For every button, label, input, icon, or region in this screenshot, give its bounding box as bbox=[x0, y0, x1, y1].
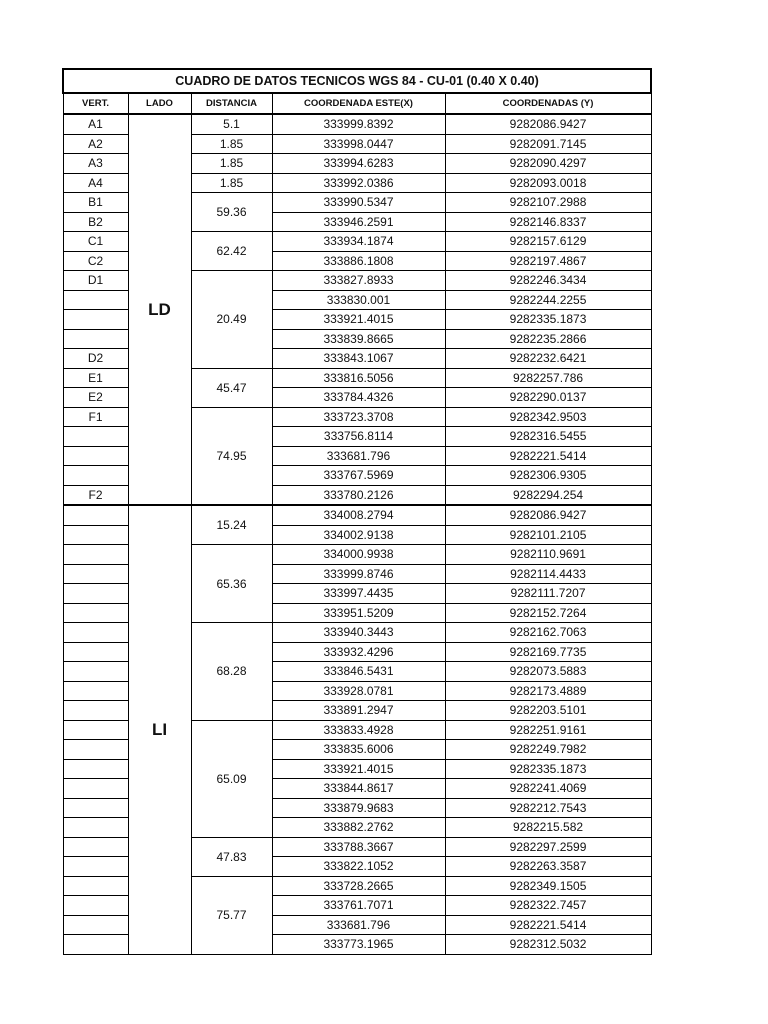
coord-y-cell: 9282257.786 bbox=[445, 368, 651, 388]
vert-cell bbox=[63, 818, 128, 838]
vert-cell bbox=[63, 584, 128, 604]
coord-x-cell: 333990.5347 bbox=[272, 193, 445, 213]
coord-y-cell: 9282111.7207 bbox=[445, 584, 651, 604]
vert-cell bbox=[63, 798, 128, 818]
vert-cell: C1 bbox=[63, 232, 128, 252]
coord-x-cell: 333999.8392 bbox=[272, 114, 445, 134]
vert-cell bbox=[63, 329, 128, 349]
coord-y-cell: 9282297.2599 bbox=[445, 837, 651, 857]
coord-x-cell: 334000.9938 bbox=[272, 545, 445, 565]
vert-cell: D1 bbox=[63, 271, 128, 291]
coord-x-cell: 333833.4928 bbox=[272, 720, 445, 740]
vert-cell: C2 bbox=[63, 251, 128, 271]
coordinates-table bbox=[62, 68, 652, 955]
coord-x-cell: 333723.3708 bbox=[272, 407, 445, 427]
header-vert: VERT. bbox=[63, 93, 128, 114]
coord-x-cell: 333846.5431 bbox=[272, 662, 445, 682]
distancia-cell: 65.09 bbox=[191, 720, 272, 837]
coord-x-cell: 333788.3667 bbox=[272, 837, 445, 857]
vert-cell: A4 bbox=[63, 173, 128, 193]
coord-y-cell: 9282306.9305 bbox=[445, 466, 651, 486]
vert-cell bbox=[63, 662, 128, 682]
coord-x-cell: 333780.2126 bbox=[272, 485, 445, 505]
distancia-cell: 1.85 bbox=[191, 154, 272, 174]
coord-x-cell: 333761.7071 bbox=[272, 896, 445, 916]
coord-y-cell: 9282349.1505 bbox=[445, 876, 651, 896]
vert-cell bbox=[63, 310, 128, 330]
coord-y-cell: 9282241.4069 bbox=[445, 779, 651, 799]
lado-cell: LI bbox=[128, 505, 191, 954]
coord-x-cell: 333681.796 bbox=[272, 446, 445, 466]
coord-x-cell: 333998.0447 bbox=[272, 134, 445, 154]
coord-y-cell: 9282073.5883 bbox=[445, 662, 651, 682]
vert-cell bbox=[63, 759, 128, 779]
header-coordenadas-y: COORDENADAS (Y) bbox=[445, 93, 651, 114]
coord-y-cell: 9282312.5032 bbox=[445, 935, 651, 955]
coord-y-cell: 9282221.5414 bbox=[445, 915, 651, 935]
vert-cell bbox=[63, 915, 128, 935]
vert-cell bbox=[63, 935, 128, 955]
coord-x-cell: 333928.0781 bbox=[272, 681, 445, 701]
coord-y-cell: 9282093.0018 bbox=[445, 173, 651, 193]
vert-cell bbox=[63, 446, 128, 466]
coord-y-cell: 9282086.9427 bbox=[445, 505, 651, 525]
vert-cell bbox=[63, 740, 128, 760]
coord-y-cell: 9282232.6421 bbox=[445, 349, 651, 369]
vert-cell: E1 bbox=[63, 368, 128, 388]
vert-cell bbox=[63, 545, 128, 565]
vert-cell bbox=[63, 642, 128, 662]
coord-y-cell: 9282294.254 bbox=[445, 485, 651, 505]
lado-cell: LD bbox=[128, 114, 191, 505]
coord-y-cell: 9282173.4889 bbox=[445, 681, 651, 701]
distancia-cell: 5.1 bbox=[191, 114, 272, 134]
coord-x-cell: 333940.3443 bbox=[272, 623, 445, 643]
vert-cell bbox=[63, 720, 128, 740]
coord-x-cell: 333932.4296 bbox=[272, 642, 445, 662]
distancia-cell: 1.85 bbox=[191, 134, 272, 154]
vert-cell: F1 bbox=[63, 407, 128, 427]
coord-x-cell: 333830.001 bbox=[272, 290, 445, 310]
vert-cell bbox=[63, 701, 128, 721]
vert-cell bbox=[63, 564, 128, 584]
coord-y-cell: 9282110.9691 bbox=[445, 545, 651, 565]
coord-x-cell: 333886.1808 bbox=[272, 251, 445, 271]
vert-cell: E2 bbox=[63, 388, 128, 408]
coord-y-cell: 9282197.4867 bbox=[445, 251, 651, 271]
coord-x-cell: 333921.4015 bbox=[272, 310, 445, 330]
coord-y-cell: 9282203.5101 bbox=[445, 701, 651, 721]
coord-x-cell: 333951.5209 bbox=[272, 603, 445, 623]
data-sheet bbox=[62, 68, 650, 955]
vert-cell bbox=[63, 525, 128, 545]
distancia-cell: 47.83 bbox=[191, 837, 272, 876]
coord-y-cell: 9282235.2866 bbox=[445, 329, 651, 349]
coord-x-cell: 333835.6006 bbox=[272, 740, 445, 760]
distancia-cell: 74.95 bbox=[191, 407, 272, 505]
coord-y-cell: 9282101.2105 bbox=[445, 525, 651, 545]
vert-cell bbox=[63, 623, 128, 643]
coord-y-cell: 9282146.8337 bbox=[445, 212, 651, 232]
coord-y-cell: 9282335.1873 bbox=[445, 759, 651, 779]
coord-y-cell: 9282157.6129 bbox=[445, 232, 651, 252]
vert-cell bbox=[63, 896, 128, 916]
coord-x-cell: 333827.8933 bbox=[272, 271, 445, 291]
vert-cell: A1 bbox=[63, 114, 128, 134]
vert-cell bbox=[63, 505, 128, 525]
coord-x-cell: 333934.1874 bbox=[272, 232, 445, 252]
vert-cell bbox=[63, 857, 128, 877]
coord-y-cell: 9282263.3587 bbox=[445, 857, 651, 877]
coord-x-cell: 333728.2665 bbox=[272, 876, 445, 896]
coord-x-cell: 333879.9683 bbox=[272, 798, 445, 818]
coord-y-cell: 9282335.1873 bbox=[445, 310, 651, 330]
coord-x-cell: 333773.1965 bbox=[272, 935, 445, 955]
vert-cell: F2 bbox=[63, 485, 128, 505]
coord-x-cell: 333921.4015 bbox=[272, 759, 445, 779]
vert-cell bbox=[63, 837, 128, 857]
header-distancia: DISTANCIA bbox=[191, 93, 272, 114]
header-coordenada-este: COORDENADA ESTE(X) bbox=[272, 93, 445, 114]
distancia-cell: 15.24 bbox=[191, 505, 272, 545]
coord-y-cell: 9282215.582 bbox=[445, 818, 651, 838]
coord-y-cell: 9282086.9427 bbox=[445, 114, 651, 134]
distancia-cell: 65.36 bbox=[191, 545, 272, 623]
coord-y-cell: 9282091.7145 bbox=[445, 134, 651, 154]
coord-y-cell: 9282169.7735 bbox=[445, 642, 651, 662]
coord-x-cell: 334008.2794 bbox=[272, 505, 445, 525]
coord-y-cell: 9282316.5455 bbox=[445, 427, 651, 447]
header-lado: LADO bbox=[128, 93, 191, 114]
coord-x-cell: 333994.6283 bbox=[272, 154, 445, 174]
coord-x-cell: 333843.1067 bbox=[272, 349, 445, 369]
coord-y-cell: 9282251.9161 bbox=[445, 720, 651, 740]
coord-y-cell: 9282290.0137 bbox=[445, 388, 651, 408]
coord-y-cell: 9282107.2988 bbox=[445, 193, 651, 213]
coord-x-cell: 333816.5056 bbox=[272, 368, 445, 388]
distancia-cell: 68.28 bbox=[191, 623, 272, 721]
vert-cell: B2 bbox=[63, 212, 128, 232]
vert-cell bbox=[63, 290, 128, 310]
distancia-cell: 45.47 bbox=[191, 368, 272, 407]
coord-y-cell: 9282152.7264 bbox=[445, 603, 651, 623]
table-row bbox=[63, 114, 651, 134]
coord-x-cell: 333839.8665 bbox=[272, 329, 445, 349]
coord-y-cell: 9282246.3434 bbox=[445, 271, 651, 291]
coord-x-cell: 333784.4326 bbox=[272, 388, 445, 408]
coord-x-cell: 333756.8114 bbox=[272, 427, 445, 447]
coord-y-cell: 9282342.9503 bbox=[445, 407, 651, 427]
distancia-cell: 1.85 bbox=[191, 173, 272, 193]
coord-x-cell: 333882.2762 bbox=[272, 818, 445, 838]
vert-cell bbox=[63, 681, 128, 701]
vert-cell bbox=[63, 779, 128, 799]
vert-cell: A3 bbox=[63, 154, 128, 174]
coord-y-cell: 9282244.2255 bbox=[445, 290, 651, 310]
coord-x-cell: 333844.8617 bbox=[272, 779, 445, 799]
table-body bbox=[63, 114, 651, 954]
vert-cell bbox=[63, 466, 128, 486]
vert-cell: A2 bbox=[63, 134, 128, 154]
coord-y-cell: 9282322.7457 bbox=[445, 896, 651, 916]
table-title: CUADRO DE DATOS TECNICOS WGS 84 - CU-01 (0.40 X 0.40) bbox=[63, 69, 651, 93]
coord-x-cell: 334002.9138 bbox=[272, 525, 445, 545]
coord-x-cell: 333822.1052 bbox=[272, 857, 445, 877]
distancia-cell: 59.36 bbox=[191, 193, 272, 232]
vert-cell: B1 bbox=[63, 193, 128, 213]
vert-cell bbox=[63, 427, 128, 447]
coord-y-cell: 9282221.5414 bbox=[445, 446, 651, 466]
coord-y-cell: 9282090.4297 bbox=[445, 154, 651, 174]
distancia-cell: 62.42 bbox=[191, 232, 272, 271]
coord-x-cell: 333681.796 bbox=[272, 915, 445, 935]
distancia-cell: 20.49 bbox=[191, 271, 272, 369]
coord-x-cell: 333891.2947 bbox=[272, 701, 445, 721]
coord-y-cell: 9282249.7982 bbox=[445, 740, 651, 760]
coord-x-cell: 333997.4435 bbox=[272, 584, 445, 604]
coord-x-cell: 333767.5969 bbox=[272, 466, 445, 486]
vert-cell: D2 bbox=[63, 349, 128, 369]
coord-y-cell: 9282212.7543 bbox=[445, 798, 651, 818]
coord-x-cell: 333999.8746 bbox=[272, 564, 445, 584]
coord-y-cell: 9282114.4433 bbox=[445, 564, 651, 584]
coord-y-cell: 9282162.7063 bbox=[445, 623, 651, 643]
vert-cell bbox=[63, 876, 128, 896]
vert-cell bbox=[63, 603, 128, 623]
coord-x-cell: 333992.0386 bbox=[272, 173, 445, 193]
table-row bbox=[63, 505, 651, 525]
distancia-cell: 75.77 bbox=[191, 876, 272, 954]
coord-x-cell: 333946.2591 bbox=[272, 212, 445, 232]
